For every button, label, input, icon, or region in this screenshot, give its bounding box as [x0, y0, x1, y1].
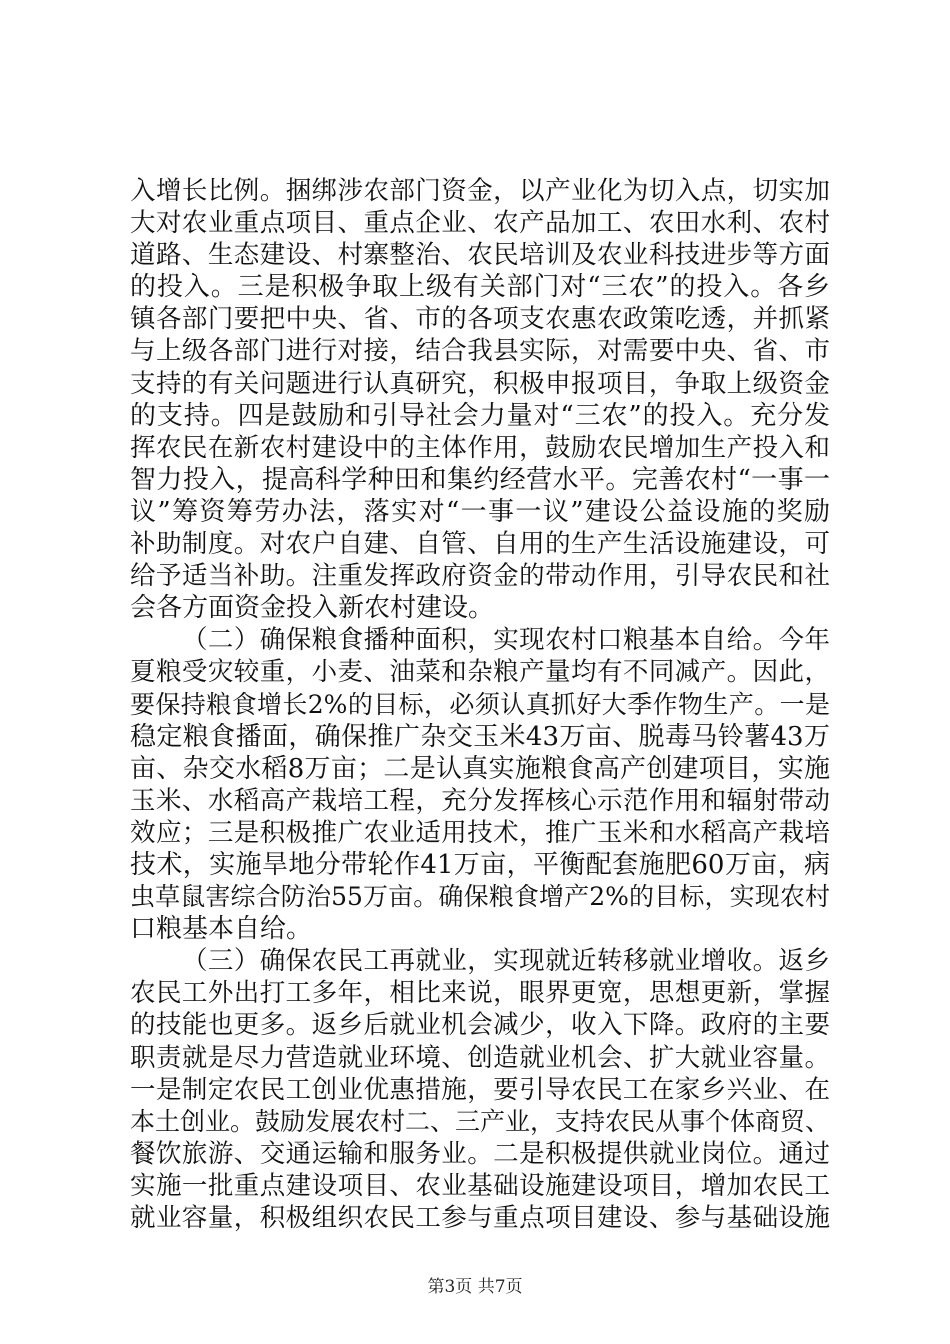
text-line: 的支持。四是鼓励和引导社会力量对“三农”的投入。充分发	[130, 400, 830, 431]
text-line: 会各方面资金投入新农村建设。	[130, 593, 495, 624]
text-line: 大对农业重点项目、重点企业、农产品加工、农田水利、农村	[130, 208, 830, 239]
text-line: 技术，实施旱地分带轮作41万亩，平衡配套施肥60万亩，病	[130, 849, 830, 880]
text-line: 本土创业。鼓励发展农村二、三产业，支持农民从事个体商贸、	[130, 1106, 830, 1136]
text-line: 镇各部门要把中央、省、市的各项支农惠农政策吃透，并抓紧	[130, 304, 830, 335]
section-heading-line: （二）确保粮食播种面积，实现农村口粮基本自给。今年	[182, 625, 830, 656]
text-line: 虫草鼠害综合防治55万亩。确保粮食增产2%的目标，实现农村	[130, 882, 830, 912]
text-line: 挥农民在新农村建设中的主体作用，鼓励农民增加生产投入和	[130, 432, 830, 463]
text-line: 道路、生态建设、村寨整治、农民培训及农业科技进步等方面	[130, 240, 830, 271]
text-line: 口粮基本自给。	[130, 914, 313, 945]
text-line: 就业容量，积极组织农民工参与重点项目建设、参与基础设施	[130, 1203, 830, 1233]
text-line: 议”筹资筹劳办法，落实对“一事一议”建设公益设施的奖励	[130, 496, 830, 527]
text-line: 效应；三是积极推广农业适用技术，推广玉米和水稻高产栽培	[130, 817, 830, 848]
text-line: 餐饮旅游、交通运输和服务业。二是积极提供就业岗位。通过	[130, 1138, 830, 1169]
page-number-footer: 第3页 共7页	[427, 1277, 523, 1297]
text-line: 补助制度。对农户自建、自管、自用的生产生活设施建设，可	[130, 529, 830, 560]
text-line: 职责就是尽力营造就业环境、创造就业机会、扩大就业容量。	[130, 1042, 830, 1073]
section-heading-line: （三）确保农民工再就业，实现就近转移就业增收。返乡	[182, 946, 830, 977]
text-line: 稳定粮食播面，确保推广杂交玉米43万亩、脱毒马铃薯43万	[130, 721, 830, 752]
text-line: 夏粮受灾较重，小麦、油菜和杂粮产量均有不同减产。因此，	[130, 657, 830, 688]
text-line: 给予适当补助。注重发挥政府资金的带动作用，引导农民和社	[130, 561, 830, 592]
body-text	[130, 175, 830, 1234]
text-line: 入增长比例。捆绑涉农部门资金，以产业化为切入点，切实加	[130, 176, 830, 206]
text-line: 玉米、水稻高产栽培工程，充分发挥核心示范作用和辐射带动	[130, 785, 830, 816]
text-line: 支持的有关问题进行认真研究，积极申报项目，争取上级资金	[130, 368, 830, 399]
text-line: 农民工外出打工多年，相比来说，眼界更宽，思想更新，掌握	[130, 978, 830, 1009]
text-line: 亩、杂交水稻8万亩；二是认真实施粮食高产创建项目，实施	[130, 753, 830, 784]
text-line: 的技能也更多。返乡后就业机会减少，收入下降。政府的主要	[130, 1010, 830, 1041]
text-line: 要保持粮食增长2%的目标，必须认真抓好大季作物生产。一是	[130, 689, 830, 719]
text-line: 的投入。三是积极争取上级有关部门对“三农”的投入。各乡	[130, 272, 830, 303]
text-line: 与上级各部门进行对接，结合我县实际，对需要中央、省、市	[130, 336, 830, 367]
text-line: 实施一批重点建设项目、农业基础设施建设项目，增加农民工	[130, 1170, 830, 1201]
text-line: 智力投入，提高科学种田和集约经营水平。完善农村“一事一	[130, 464, 830, 495]
text-line: 一是制定农民工创业优惠措施，要引导农民工在家乡兴业、在	[130, 1074, 830, 1105]
